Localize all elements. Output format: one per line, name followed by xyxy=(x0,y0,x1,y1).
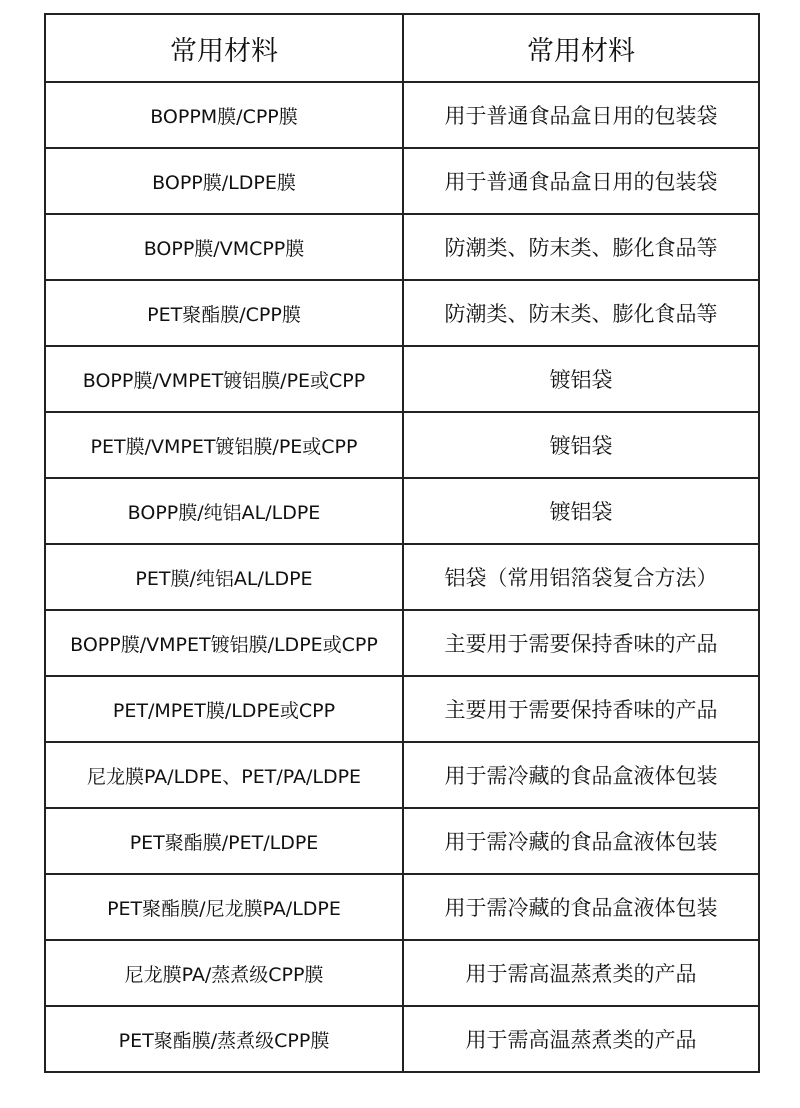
material-cell: 尼龙膜PA/蒸煮级CPP膜 xyxy=(46,941,404,1005)
material-cell: PET膜/VMPET镀铝膜/PE或CPP xyxy=(46,413,404,477)
table-row xyxy=(46,1005,758,1071)
material-cell: PET/MPET膜/LDPE或CPP xyxy=(46,677,404,741)
table-row xyxy=(46,345,758,411)
table-row xyxy=(46,279,758,345)
usage-cell: 用于普通食品盒日用的包装袋 xyxy=(444,104,718,128)
table-row xyxy=(46,609,758,675)
usage-cell: 防潮类、防末类、膨化食品等 xyxy=(444,236,718,260)
header-cell-material: 常用材料 xyxy=(46,15,404,81)
usage-cell: 用于需高温蒸煮类的产品 xyxy=(465,962,697,986)
material-cell: BOPP膜/VMCPP膜 xyxy=(46,215,404,279)
material-cell: PET膜/纯铝AL/LDPE xyxy=(46,545,404,609)
table-row xyxy=(46,741,758,807)
table-row xyxy=(46,939,758,1005)
table-row xyxy=(46,81,758,147)
table-header-row xyxy=(46,15,758,81)
header-cell-usage: 常用材料 xyxy=(527,35,635,67)
material-cell: 尼龙膜PA/LDPE、PET/PA/LDPE xyxy=(46,743,404,807)
usage-cell: 镀铝袋 xyxy=(549,500,613,524)
table-row xyxy=(46,675,758,741)
material-cell: BOPP膜/VMPET镀铝膜/PE或CPP xyxy=(46,347,404,411)
material-cell: PET聚酯膜/尼龙膜PA/LDPE xyxy=(46,875,404,939)
table-row xyxy=(46,213,758,279)
usage-cell: 用于需冷藏的食品盒液体包装 xyxy=(444,830,718,854)
material-cell: PET聚酯膜/蒸煮级CPP膜 xyxy=(46,1007,404,1071)
usage-cell: 用于普通食品盒日用的包装袋 xyxy=(444,170,718,194)
usage-cell: 铝袋（常用铝箔袋复合方法） xyxy=(444,566,718,590)
usage-cell: 主要用于需要保持香味的产品 xyxy=(444,632,718,656)
table-row xyxy=(46,807,758,873)
material-cell: BOPP膜/VMPET镀铝膜/LDPE或CPP xyxy=(46,611,404,675)
material-cell: BOPP膜/纯铝AL/LDPE xyxy=(46,479,404,543)
usage-cell: 镀铝袋 xyxy=(549,368,613,392)
material-cell: BOPPM膜/CPP膜 xyxy=(46,83,404,147)
table-row xyxy=(46,411,758,477)
material-cell: PET聚酯膜/PET/LDPE xyxy=(46,809,404,873)
usage-cell: 镀铝袋 xyxy=(549,434,613,458)
material-cell: PET聚酯膜/CPP膜 xyxy=(46,281,404,345)
usage-cell: 主要用于需要保持香味的产品 xyxy=(444,698,718,722)
table-row xyxy=(46,873,758,939)
materials-table xyxy=(44,13,760,1073)
material-cell: BOPP膜/LDPE膜 xyxy=(46,149,404,213)
usage-cell: 防潮类、防末类、膨化食品等 xyxy=(444,302,718,326)
table-row xyxy=(46,543,758,609)
table-row xyxy=(46,477,758,543)
usage-cell: 用于需高温蒸煮类的产品 xyxy=(465,1028,697,1052)
table-row xyxy=(46,147,758,213)
usage-cell: 用于需冷藏的食品盒液体包装 xyxy=(444,896,718,920)
usage-cell: 用于需冷藏的食品盒液体包装 xyxy=(444,764,718,788)
